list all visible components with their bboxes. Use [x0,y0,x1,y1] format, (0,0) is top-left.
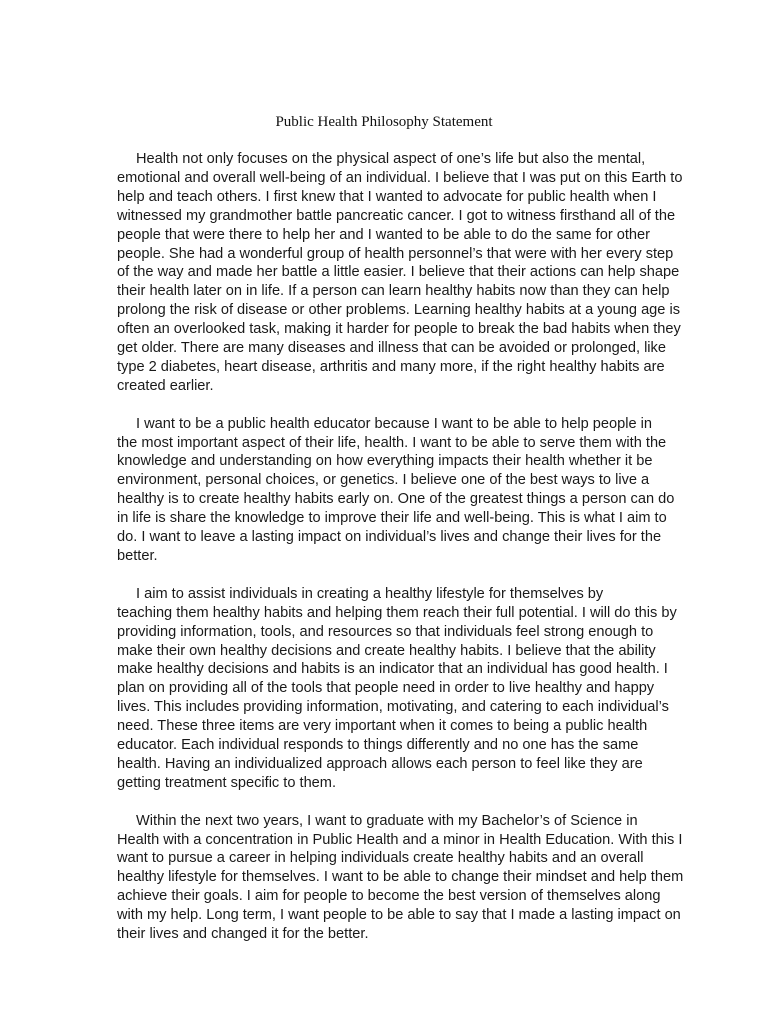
text-line: I aim to assist individuals in creating a healthy lifestyle for themselves by [136,585,604,602]
text-line: with my help. Long term, I want people to be able to say that I made a lasting impact on [117,907,681,924]
text-line: do. I want to leave a lasting impact on individual’s lives and change their lives for the [117,529,662,546]
text-line: emotional and overall well-being of an individual. I believe that I was put on this Earth to [117,169,683,186]
document-title: Public Health Philosophy Statement [275,114,493,130]
text-line: want to pursue a career in helping individuals create healthy habits and an overall [117,850,644,867]
text-line: help and teach others. I first knew that I wanted to advocate for public health when I [117,188,657,205]
text-line: health. Having an individualized approach allows each person to feel like they are [117,755,643,772]
text-line: created earlier. [117,377,214,394]
text-line: need. These three items are very important when it comes to being a public health [117,718,648,735]
text-line: often an overlooked task, making it harder for people to break the bad habits when they [117,321,681,338]
text-line: people that were there to help her and I wanted to be able to do the same for other [117,226,651,243]
text-line: achieve their goals. I aim for people to become the best version of themselves along [117,888,661,905]
text-line: type 2 diabetes, heart disease, arthritis and many more, if the right healthy habits are [117,358,665,375]
paragraph [117,415,677,566]
text-line: make their own healthy decisions and create healthy habits. I believe that the ability [117,642,656,659]
text-line: providing information, tools, and resources so that individuals feel strong enough to [117,623,654,640]
text-line: in life is share the knowledge to improve their life and well-being. This is what I aim to [117,510,667,527]
text-line: teaching them healthy habits and helping them reach their full potential. I will do this by [117,604,677,621]
text-line: healthy lifestyle for themselves. I want to be able to change their mindset and help them [117,869,684,886]
paragraph [117,150,683,396]
text-line: Within the next two years, I want to graduate with my Bachelor’s of Science in [136,812,638,829]
text-line: make healthy decisions and habits is an indicator that an individual has good health. I [117,661,668,678]
text-line: get older. There are many diseases and illness that can be avoided or prolonged, like [117,340,666,357]
paragraph [117,812,684,944]
document-body [117,150,684,963]
text-line: people. She had a wonderful group of health personnel’s that were with her every step [117,245,674,262]
text-line: lives. This includes providing information, motivating, and catering to each individual’s [117,699,669,716]
text-line: educator. Each individual responds to things differently and no one has the same [117,737,639,754]
paragraph [117,585,677,793]
text-line: of the way and made her battle a little easier. I believe that their actions can help shape [117,264,680,281]
text-line: getting treatment specific to them. [117,774,337,791]
text-line: plan on providing all of the tools that people need in order to live healthy and happy [117,680,655,697]
text-line: the most important aspect of their life, health. I want to be able to serve them with the [117,434,667,451]
text-line: healthy is to create healthy habits early on. One of the greatest things a person can do [117,491,675,508]
text-line: their lives and changed it for the better. [117,926,369,943]
text-line: environment, personal choices, or genetics. I believe one of the best ways to live a [117,472,650,489]
text-line: their health later on in life. If a person can learn healthy habits now than they can help [117,283,670,300]
text-line: Health with a concentration in Public Health and a minor in Health Education. With this I [117,831,683,848]
text-line: witnessed my grandmother battle pancreatic cancer. I got to witness firsthand all of the [117,207,676,224]
text-line: I want to be a public health educator because I want to be able to help people in [136,415,653,432]
text-line: better. [117,548,158,565]
text-line: prolong the risk of disease or other problems. Learning healthy habits at a young age is [117,302,681,319]
text-line: knowledge and understanding on how everything impacts their health whether it be [117,453,653,470]
text-line: Health not only focuses on the physical aspect of one’s life but also the mental, [136,151,646,167]
